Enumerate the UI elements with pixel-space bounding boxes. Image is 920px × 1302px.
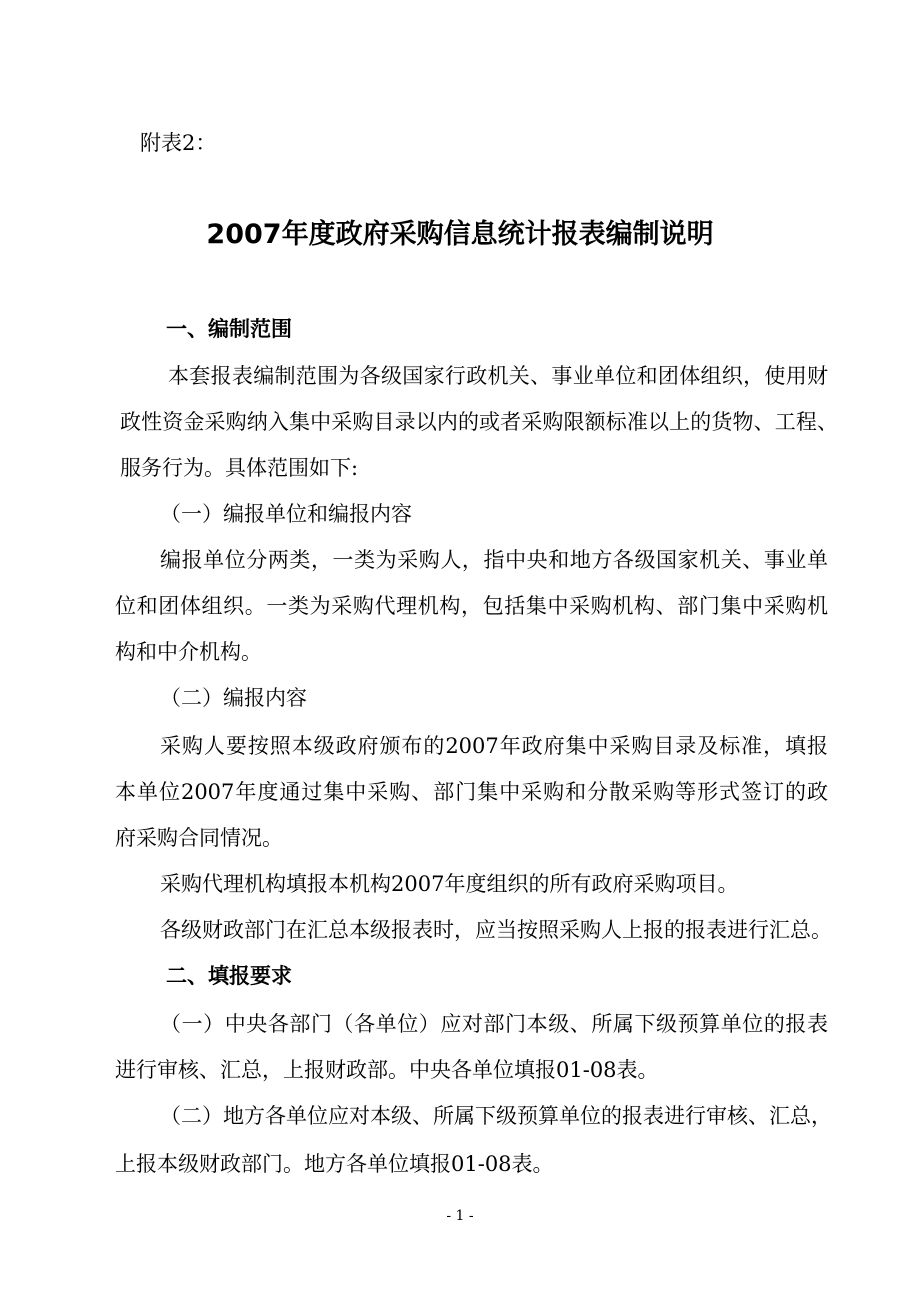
sub1-para-line: 位和团体组织。一类为采购代理机构，包括集中采购机构、部门集中采购机 [115, 594, 828, 618]
section2-item2-line: （二）地方各单位应对本级、所属下级预算单位的报表进行审核、汇总， [160, 1104, 832, 1128]
sub2-para3: 各级财政部门在汇总本级报表时，应当按照采购人上报的报表进行汇总。 [160, 918, 832, 942]
section1-intro-line: 本套报表编制范围为各级国家行政机关、事业单位和团体组织，使用财 [168, 364, 828, 388]
section2-item1-line: 进行审核、汇总，上报财政部。中央各单位填报01-08表。 [115, 1058, 659, 1082]
sub1-para-line: 构和中介机构。 [115, 640, 262, 664]
section2-item1-line: （一）中央各部门（各单位）应对部门本级、所属下级预算单位的报表 [160, 1012, 828, 1036]
attachment-label: 附表2： [140, 131, 217, 155]
section1-heading: 一、编制范围 [166, 317, 292, 341]
sub2-para2: 采购代理机构填报本机构2007年度组织的所有政府采购项目。 [160, 872, 739, 896]
page-title: 2007年度政府采购信息统计报表编制说明 [206, 219, 714, 250]
sub2-para-line: 本单位2007年度通过集中采购、部门集中采购和分散采购等形式签订的政 [115, 780, 828, 804]
page-number: - 1 - [446, 1208, 474, 1224]
section1-intro-line: 政性资金采购纳入集中采购目录以内的或者采购限额标准以上的货物、工程、 [120, 410, 838, 434]
sub1-para-line: 编报单位分两类，一类为采购人，指中央和地方各级国家机关、事业单 [160, 548, 828, 572]
sub2-heading: （二）编报内容 [160, 686, 307, 710]
sub2-para-line: 采购人要按照本级政府颁布的2007年政府集中采购目录及标准，填报 [160, 734, 828, 758]
section2-item2-line: 上报本级财政部门。地方各单位填报01-08表。 [115, 1152, 554, 1176]
sub2-para-line: 府采购合同情况。 [115, 826, 283, 850]
sub1-heading: （一）编报单位和编报内容 [160, 502, 412, 526]
section2-heading: 二、填报要求 [166, 964, 292, 988]
section1-intro-line: 服务行为。具体范围如下: [120, 456, 359, 480]
